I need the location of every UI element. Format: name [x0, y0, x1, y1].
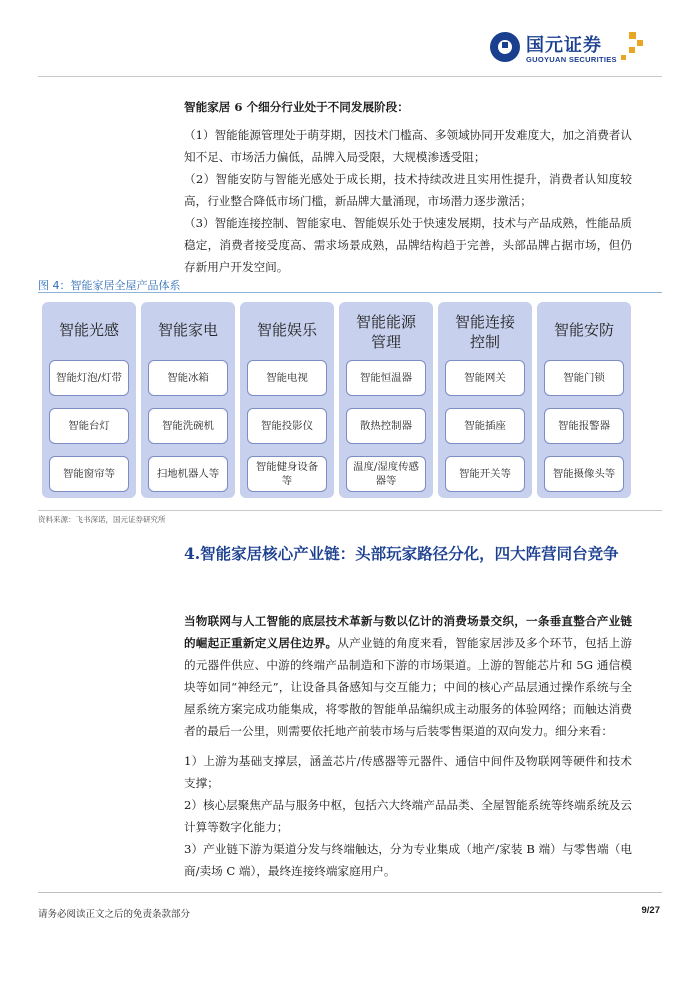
product-box: 智能洗碗机 — [148, 408, 228, 444]
lead-body-text: 从产业链的角度来看，智能家居涉及多个环节，包括上游的元器件供应、中游的终端产品制造和下游的市场渠道。上游的智能芯片和 5G 通信模块等如同“神经元”，让设备具备感知与交互能力；中间的核心产品层通过操作系统与全屋系统方案完成功能集成，将零散的智能单品编织成主动服务的体验网络；而触达消费者的最后一公里，则需要依托地产前装市场与后装零售渠道的双向发力。细分来看： — [184, 636, 632, 738]
intro-item-1: （1）智能能源管理处于萌芽期，因技术门槛高、多领域协同开发难度大，加之消费者认知不足、市场活力偏低，品牌入局受限，大规模渗透受阻； — [184, 128, 632, 164]
product-box: 智能门锁 — [544, 360, 624, 396]
header-divider — [38, 76, 662, 77]
category-title: 智能光感 — [58, 321, 119, 339]
product-box: 智能台灯 — [49, 408, 129, 444]
footer-disclaimer: 请务必阅读正文之后的免责条款部分 — [38, 909, 191, 920]
intro-heading: 智能家居 6 个细分行业处于不同发展阶段： — [184, 100, 409, 114]
category-column — [42, 302, 136, 498]
category-title: 智能安防 — [553, 321, 614, 339]
section-lead-paragraph — [184, 610, 632, 742]
chain-point-3: 3）产业链下游为渠道分发与终端触达，分为专业集成（地产/家装 B 端）与零售端（电商/卖场 C 端），最终连接终端家庭用户。 — [184, 842, 632, 878]
product-box: 智能健身设备等 — [247, 456, 327, 492]
category-title: 智能连接控制 — [454, 313, 515, 351]
product-box: 温度/湿度传感器等 — [346, 456, 426, 492]
product-box: 智能电视 — [247, 360, 327, 396]
company-logo — [490, 30, 650, 70]
logo-name-cn: 国元证券 — [526, 35, 602, 56]
intro-item-2: （2）智能安防与智能光感处于成长期，技术持续改进且实用性提升，消费者认知度较高，行业整合降低市场门槛，新品牌大量涌现，市场潜力逐步激活； — [184, 172, 632, 208]
intro-item-3: （3）智能连接控制、智能家电、智能娱乐处于快速发展期，技术与产品成熟，性能品质稳定，消费者接受度高、需求场景成熟，品牌结构趋于完善，头部品牌占据市场，但仍存新用户开发空间。 — [184, 216, 632, 274]
product-box: 智能网关 — [445, 360, 525, 396]
source-divider — [38, 510, 662, 511]
footer-divider — [38, 892, 662, 893]
chain-point-1: 1）上游为基础支撑层，涵盖芯片/传感器等元器件、通信中间件及物联网等硬件和技术支撑； — [184, 754, 632, 790]
page-number: 9/27 — [641, 905, 660, 916]
product-box: 智能插座 — [445, 408, 525, 444]
product-box: 智能冰箱 — [148, 360, 228, 396]
product-system-diagram — [38, 298, 662, 504]
figure-source: 资料来源：飞书深诺，国元证券研究所 — [38, 515, 166, 524]
category-column — [339, 302, 433, 498]
figure-title-divider — [38, 292, 662, 293]
category-column — [438, 302, 532, 498]
logo-name-en: GUOYUAN SECURITIES — [526, 55, 617, 64]
product-box: 智能摄像头等 — [544, 456, 624, 492]
category-column — [240, 302, 334, 498]
logo-accent-squares-icon — [629, 32, 636, 39]
figure-title: 图 4：智能家居全屋产品体系 — [38, 279, 181, 292]
product-box: 扫地机器人等 — [148, 456, 228, 492]
chain-point-2: 2）核心层聚焦产品与服务中枢，包括六大终端产品品类、全屋智能系统等终端系统及云计算等数字化能力； — [184, 798, 632, 834]
lead-bold-text: 当物联网与人工智能的底层技术革新与数以亿计的消费场景交织，一条垂直整合产业链的崛起正重新定义居住边界。 — [184, 614, 632, 650]
category-title: 智能娱乐 — [256, 321, 317, 339]
product-box: 智能投影仪 — [247, 408, 327, 444]
category-title: 智能家电 — [157, 321, 218, 339]
category-column — [537, 302, 631, 498]
product-box: 智能开关等 — [445, 456, 525, 492]
section-heading: 4.智能家居核心产业链：头部玩家路径分化，四大阵营同台竞争 — [184, 544, 619, 563]
product-box: 智能窗帘等 — [49, 456, 129, 492]
product-box: 散热控制器 — [346, 408, 426, 444]
product-box: 智能恒温器 — [346, 360, 426, 396]
product-box: 智能报警器 — [544, 408, 624, 444]
category-title: 智能能源管理 — [355, 313, 416, 351]
category-column — [141, 302, 235, 498]
product-box: 智能灯泡/灯带 — [49, 360, 129, 396]
